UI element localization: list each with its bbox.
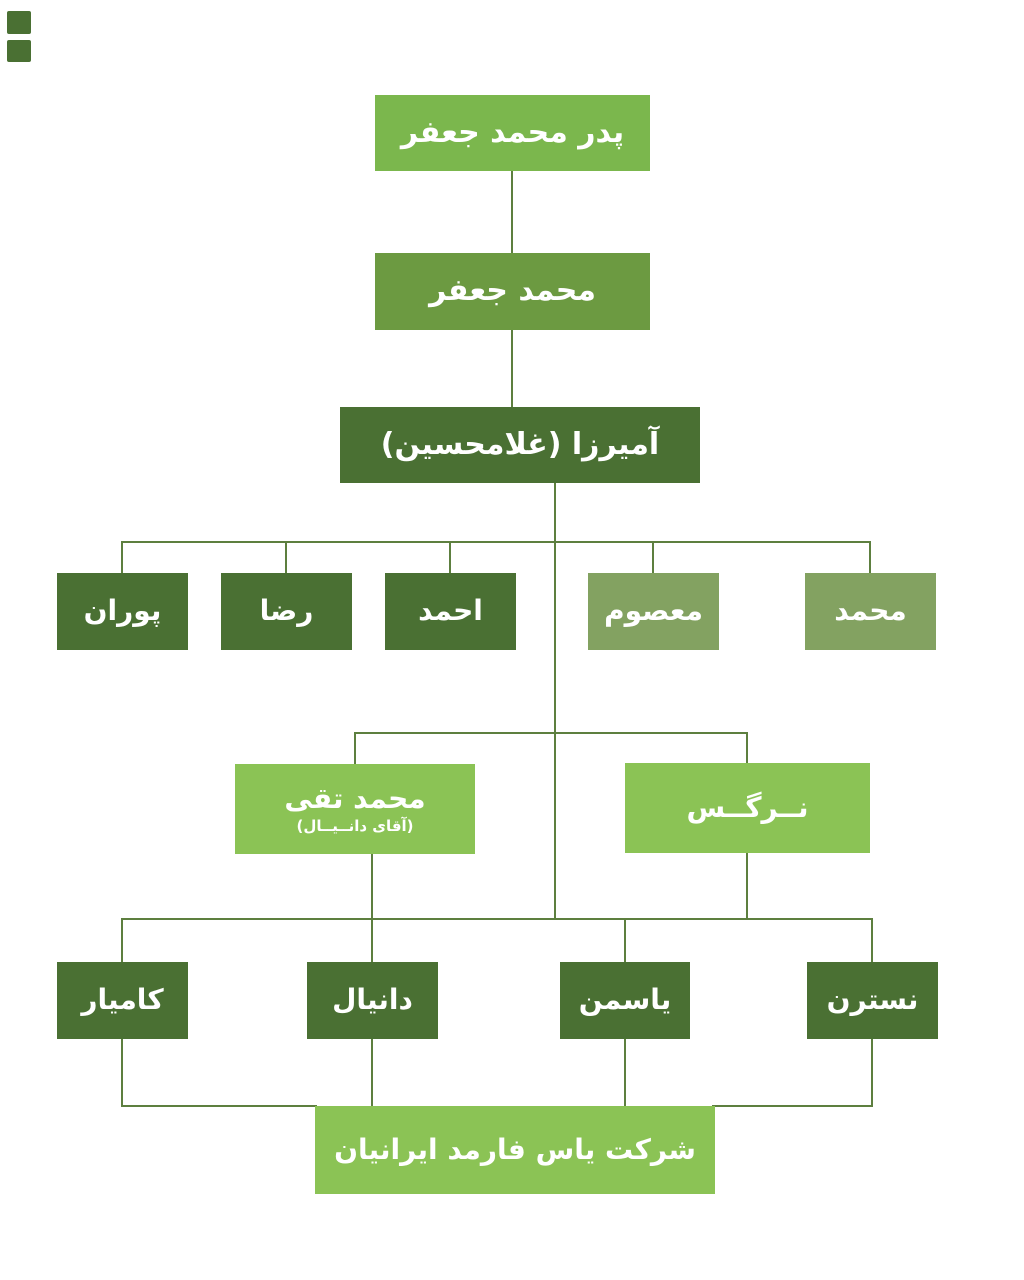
node-mohammad (805, 573, 936, 650)
node-yasaman (560, 962, 690, 1039)
node-narges (625, 763, 870, 853)
connector-drop-masoum (652, 542, 654, 573)
corner-mark (7, 11, 31, 34)
node-label: پدر محمد جعفر (400, 114, 625, 150)
connector-gen1-hline (121, 541, 871, 543)
connector-father-mjafar (511, 171, 513, 253)
connector-bottom-right-hline (712, 1105, 873, 1107)
connector-narges-down (746, 853, 748, 919)
node-label: نــرگــس (686, 790, 809, 824)
connector-danial-company (371, 1039, 373, 1106)
connector-drop-pouran (121, 542, 123, 573)
connector-drop-narges (746, 733, 748, 763)
connector-mjafar-amirza (511, 330, 513, 407)
node-label: دانیال (332, 983, 413, 1017)
connector-drop-kamiar (121, 919, 123, 962)
node-label: محمد جعفر (429, 273, 596, 309)
connector-trunk (554, 483, 556, 919)
node-father-mohammad-jafar (375, 95, 650, 171)
connector-bottom-left-hline (121, 1105, 317, 1107)
connector-yasaman-company (624, 1039, 626, 1106)
connector-mtaghi-danial (371, 854, 373, 962)
node-label: معصوم (604, 594, 703, 628)
node-danial (307, 962, 438, 1039)
node-label: نسترن (826, 983, 919, 1017)
node-nastaran (807, 962, 938, 1039)
node-label: محمد (834, 594, 907, 628)
node-pouran (57, 573, 188, 650)
connector-nastaran-down (871, 1039, 873, 1107)
connector-drop-mohammad-taghi (354, 733, 356, 764)
node-label: محمد تقی (284, 781, 426, 815)
node-sublabel: (آقای دانــیــال) (296, 817, 414, 836)
node-ahmad (385, 573, 516, 650)
node-mohammad-taghi (235, 764, 475, 854)
node-reza (221, 573, 352, 650)
node-label: شرکت یاس فارمد ایرانیان (334, 1132, 696, 1166)
connector-drop-mohammad (869, 542, 871, 573)
node-label: یاسمن (578, 983, 672, 1017)
node-label: آمیرزا (غلامحسین) (380, 426, 660, 462)
corner-mark (7, 40, 31, 62)
node-company-yas-pharmed-iranian (315, 1106, 715, 1194)
connector-drop-yasaman (624, 919, 626, 962)
connector-gen3-hline (121, 918, 873, 920)
connector-drop-ahmad (449, 542, 451, 573)
connector-gen2-hline (354, 732, 748, 734)
node-label: احمد (418, 594, 483, 628)
node-kamiar (57, 962, 188, 1039)
node-mohammad-jafar (375, 253, 650, 330)
node-label: کامیار (81, 983, 164, 1017)
node-masoum (588, 573, 719, 650)
node-amirza-gholamhossein (340, 407, 700, 483)
node-label: پوران (83, 594, 162, 628)
connector-kamiar-down (121, 1039, 123, 1107)
connector-drop-nastaran (871, 919, 873, 962)
node-label: رضا (259, 594, 314, 628)
connector-drop-reza (285, 542, 287, 573)
